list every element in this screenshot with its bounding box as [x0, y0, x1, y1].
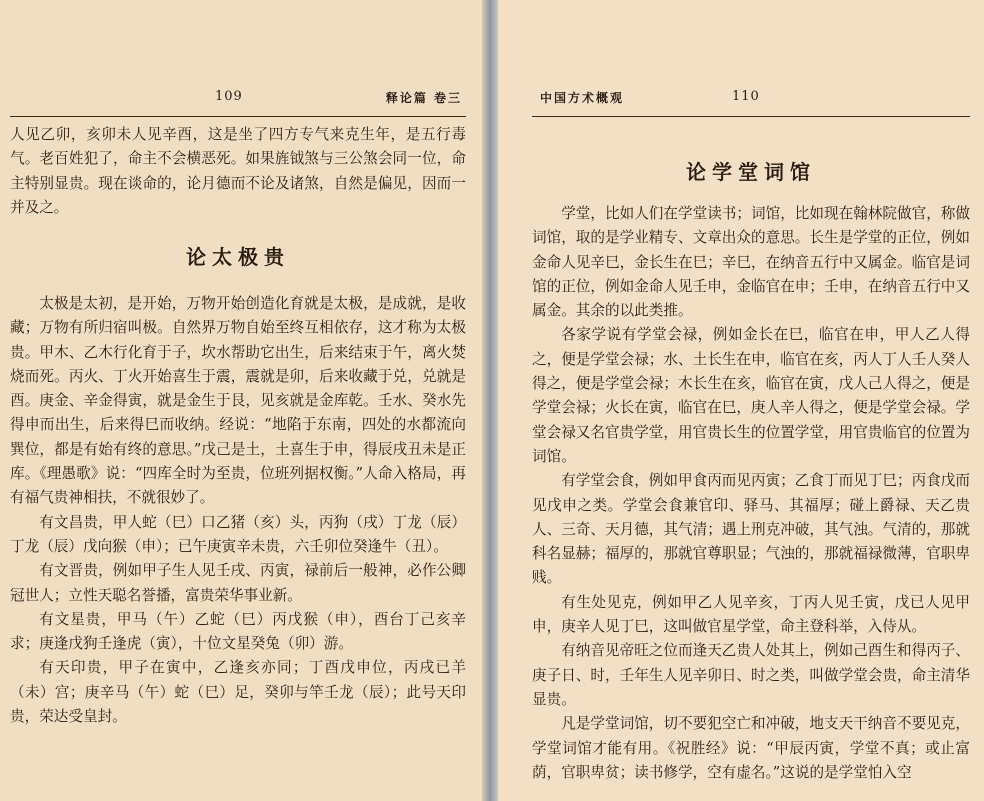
left-page-header: [10, 89, 466, 111]
book-gutter: [482, 0, 498, 801]
left-paragraph: 有文晋贵，例如甲子生人见壬戌、丙寅，禄前后一般神，必作公卿冠世人；立性天聪名誉播，富贵荣华事业新。: [10, 562, 466, 604]
left-page-number: 109: [215, 89, 243, 104]
right-paragraph: 有学堂会食，例如甲食丙而见丙寅；乙食丁而见丁巳；丙食戊而见戊申之类。学堂会食兼官印、驿马、其福厚；碰上爵禄、天乙贵人、三奇、天月德，其气清；遇上刑克冲破，其气浊。气清的，那就科名显赫；福厚的，那就官尊职显；气浊的，那就福禄微薄，官职卑贱。: [532, 472, 970, 587]
left-page: [0, 0, 482, 801]
right-paragraph: 凡是学堂词馆，切不要犯空亡和冲破，地支天干纳音不要见克，学堂词馆才能有用。《祝胜经》说：“甲辰丙寅，学堂不真；或止富荫，官职卑贫；读书修学，空有虚名。”这说的是学堂怕入空: [532, 715, 970, 781]
right-section-title: 论学堂词馆: [686, 160, 816, 184]
left-running-head: 释论篇 卷三: [385, 91, 462, 105]
left-paragraph: 有文星贵，甲马（午）乙蛇（巳）丙戊猴（申），酉台丁己亥辛求；庚逢戊狗壬逢虎（寅），十位文星癸兔（卯）游。: [10, 610, 466, 653]
left-intro-paragraph: 人见乙卯，亥卯未人见辛酉，这是坐了四方专气来克生年，是五行毒气。老百姓犯了，命主不会横恶死。如果旌钺煞与三公煞会同一位，命主特别显贵。现在谈命的，论月德而不论及诸煞，自然是偏见，因而一并及之。: [10, 126, 466, 216]
right-paragraph: 有生处见克，例如甲乙人见辛亥，丁丙人见壬寅，戊已人见甲申，庚辛人见丁巳，这叫做官星学堂，命主登科举，入侍从。: [532, 593, 970, 636]
left-body: [10, 292, 466, 729]
right-running-head: 中国方术概观: [540, 91, 625, 105]
right-page-number: 110: [732, 89, 760, 104]
right-paragraph: 学堂，比如人们在学堂读书；词馆，比如现在翰林院做官，称做词馆，取的是学业精专、文章出众的意思。长生是学堂的正位，例如金命人见辛巳，金长生在巳；辛巳，在纳音五行中又属金。临官是词馆的正位，例如金命人见壬申，金临官在申；壬申，在纳音五行中又属金。其余的以此类推。: [532, 205, 970, 320]
right-body: [532, 202, 970, 785]
right-header-rule: [532, 116, 970, 117]
left-paragraph: 太极是太初，是开始，万物开始创造化育就是太极，是成就，是收藏；万物有所归宿叫极。自然界万物自始至终互相依存，这才称为太极贵。甲木、乙木行化育于子，坎水帮助它出生，后来结束于午，离火焚烧而死。丙火、丁火开始喜生于震，震就是卯，后来收藏于兑，兑就是酉。庚金、辛金得寅，就是金生于艮，见亥就是金库乾。壬水、癸水先得申而出生，后来得巳而收纳。经说：“地陷于东南，四处的水都流向巽位，都是有始有终的意思。”戊己是土，土喜生于申，得辰戌丑未是正库。《理愚歌》说：“四库全时为至贵，位班列据权衡。”人命入格局，再有福气贵神相扶，不就很妙了。: [10, 295, 466, 507]
right-paragraph: 有纳音见帝旺之位而逢天乙贵人处其上，例如己酉生和得丙子、庚子日、时，壬年生人见辛卯日、时之类，叫做学堂会贵，命主清华显贵。: [532, 642, 970, 708]
left-paragraph: 有文昌贵，甲人蛇（巳）口乙猪（亥）头，丙狗（戌）丁龙（辰）丁龙（辰）戊向猴（申）；已午庚寅辛未贵，六壬卯位癸逢牛（丑）。: [10, 513, 466, 555]
left-intro: [10, 123, 466, 220]
right-paragraph: 各家学说有学堂会禄，例如金长在巳，临官在申，甲人乙人得之，便是学堂会禄；水、土长生在申，临官在亥，丙人丁人壬人癸人得之，便是学堂会禄；木长生在亥，临官在寅，戊人己人得之，便是学堂会禄；火长在寅，临官在巳，庚人辛人得之，便是学堂会禄。学堂会禄又名官贵学堂，用官贵长生的位置学堂，用官贵临官的位置为词馆。: [532, 326, 970, 465]
left-paragraph: 有天印贵，甲子在寅中，乙逢亥亦同；丁酉戊申位，丙戌已羊（未）宫；庚辛马（午）蛇（巳）足，癸卯与竿壬龙（辰）；此号天印贵，荣达受皇封。: [10, 659, 466, 726]
right-page-header: [532, 89, 970, 111]
right-page: [498, 0, 984, 801]
left-header-rule: [10, 116, 466, 117]
left-section-title: 论太极贵: [186, 245, 290, 269]
